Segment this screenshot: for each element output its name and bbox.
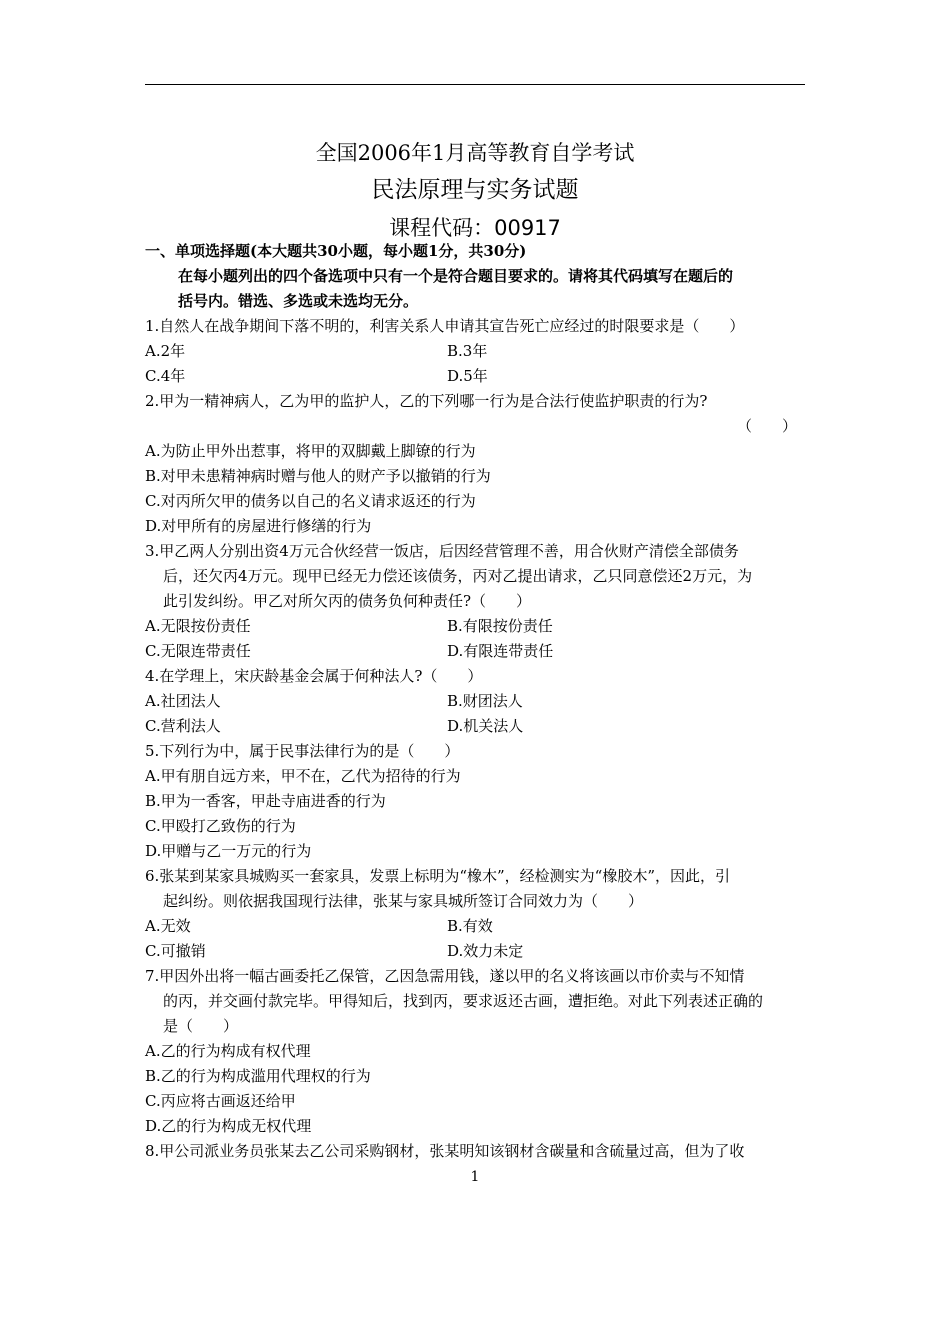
question-7-stem-cont: 是（ ） [163,1017,239,1035]
question-3-stem-cont: 后，还欠丙4万元。现甲已经无力偿还该债务，丙对乙提出请求，乙只同意偿还2万元，为 [163,567,753,585]
option-6a: A.无效 [145,917,191,935]
option-7c: C.丙应将古画返还给甲 [145,1092,296,1110]
question-3-stem: 3.甲乙两人分别出资4万元合伙经营一饭店，后因经营管理不善，用合伙财产清偿全部债务 [145,542,739,560]
option-4b: B.财团法人 [447,692,523,710]
option-5a: A.甲有朋自远方来，甲不在，乙代为招待的行为 [145,767,461,785]
option-2d: D.对甲所有的房屋进行修缮的行为 [145,517,372,535]
question-6-stem: 6.张某到某家具城购买一套家具，发票上标明为“橡木”，经检测实为“橡胶木”，因此，引 [145,867,730,885]
option-2a: A.为防止甲外出惹事，将甲的双脚戴上脚镣的行为 [145,442,476,460]
question-5-stem: 5.下列行为中，属于民事法律行为的是（ ） [145,742,460,760]
option-3a: A.无限按份责任 [145,617,251,635]
option-2b: B.对甲未患精神病时赠与他人的财产予以撤销的行为 [145,467,491,485]
exam-title: 全国2006年1月高等教育自学考试 [315,141,635,165]
option-7a: A.乙的行为构成有权代理 [145,1042,311,1060]
option-6c: C.可撤销 [145,942,206,960]
option-6d: D.效力未定 [447,942,524,960]
instruction-line: 在每小题列出的四个备选项中只有一个是符合题目要求的。请将其代码填写在题后的 [178,267,734,285]
option-7d: D.乙的行为构成无权代理 [145,1117,312,1135]
option-3b: B.有限按份责任 [447,617,553,635]
option-5b: B.甲为一香客，甲赴寺庙进香的行为 [145,792,386,810]
option-4c: C.营利法人 [145,717,221,735]
question-6-stem-cont: 起纠纷。则依据我国现行法律，张某与家具城所签订合同效力为（ ） [163,892,644,910]
option-2c: C.对丙所欠甲的债务以自己的名义请求返还的行为 [145,492,476,510]
option-3d: D.有限连带责任 [447,642,554,660]
option-3c: C.无限连带责任 [145,642,251,660]
section-heading: 一、单项选择题(本大题共30小题，每小题1分，共30分) [145,242,527,260]
question-8-stem: 8.甲公司派业务员张某去乙公司采购钢材，张某明知该钢材含碳量和含硫量过高，但为了收 [145,1142,745,1160]
question-2-stem: 2.甲为一精神病人，乙为甲的监护人，乙的下列哪一行为是合法行使监护职责的行为? [145,392,708,410]
instruction-line: 括号内。错选、多选或未选均无分。 [178,292,419,310]
question-7-stem: 7.甲因外出将一幅古画委托乙保管，乙因急需用钱，遂以甲的名义将该画以市价卖与不知情 [145,967,745,985]
option-1d: D.5年 [447,367,488,385]
answer-bracket: （ ） [736,417,797,435]
option-1b: B.3年 [447,342,488,360]
top-rule [145,84,805,85]
option-4a: A.社团法人 [145,692,221,710]
option-4d: D.机关法人 [447,717,524,735]
question-3-stem-cont: 此引发纠纷。甲乙对所欠丙的债务负何种责任?（ ） [163,592,532,610]
option-5d: D.甲赠与乙一万元的行为 [145,842,312,860]
question-4-stem: 4.在学理上，宋庆龄基金会属于何种法人?（ ） [145,667,483,685]
option-1c: C.4年 [145,367,186,385]
page-number: 1 [470,1169,480,1185]
option-7b: B.乙的行为构成滥用代理权的行为 [145,1067,371,1085]
option-6b: B.有效 [447,917,493,935]
question-7-stem-cont: 的丙，并交画付款完毕。甲得知后，找到丙，要求返还古画，遭拒绝。对此下列表述正确的 [163,992,764,1010]
question-1-stem: 1.自然人在战争期间下落不明的，利害关系人申请其宣告死亡应经过的时限要求是（ ） [145,317,745,335]
option-5c: C.甲殴打乙致伤的行为 [145,817,296,835]
option-1a: A.2年 [145,342,186,360]
subject-title: 民法原理与实务试题 [371,177,579,203]
course-code: 课程代码：00917 [389,216,561,240]
